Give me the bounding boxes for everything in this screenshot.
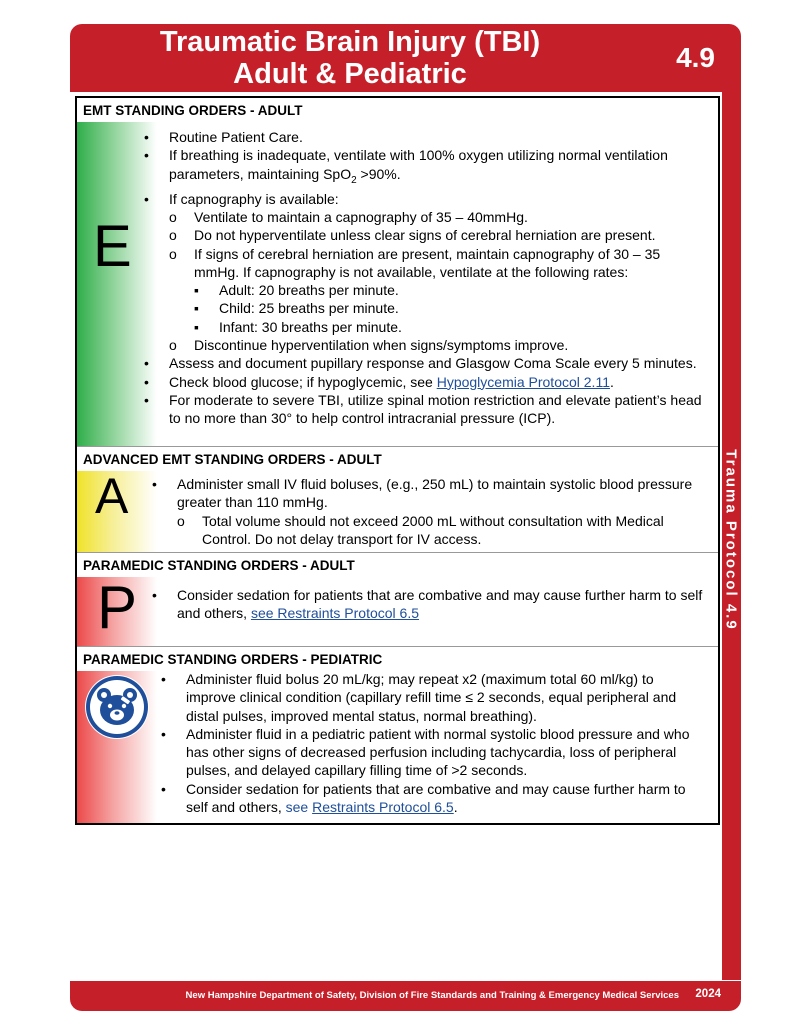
emt-letter: E — [93, 214, 132, 279]
aemt-heading: ADVANCED EMT STANDING ORDERS - ADULT — [83, 452, 382, 467]
item-text: If signs of cerebral herniation are present, maintain capnography of 30 – 35 mmHg. If capnography is not available, ventilate at the following rates: — [194, 245, 661, 280]
paramedic-heading: PARAMEDIC STANDING ORDERS - ADULT — [83, 558, 355, 573]
sub-sub-list — [194, 281, 704, 336]
sub-list — [169, 208, 704, 354]
item-text: >90%. — [356, 165, 401, 182]
page-footer — [70, 981, 741, 1011]
hypoglycemia-protocol-link[interactable]: Hypoglycemia Protocol 2.11 — [436, 373, 610, 390]
title-line-1: Traumatic Brain Injury (TBI) — [159, 26, 541, 58]
list-item — [194, 299, 704, 317]
list-item — [169, 245, 704, 336]
list-item — [144, 190, 704, 355]
item-text: Discontinue hyperventilation when signs/symptoms improve. — [194, 337, 569, 354]
list-item — [169, 336, 704, 354]
item-text: Routine Patient Care. — [169, 129, 303, 145]
item-text: If breathing is inadequate, ventilate with 100% oxygen utilizing normal ventilation parameters, maintaining SpO — [169, 147, 668, 182]
list-item — [161, 725, 706, 780]
list-item — [152, 475, 704, 548]
protocol-frame — [75, 96, 720, 825]
item-text: If capnography is available: — [169, 190, 339, 207]
pediatric-section — [77, 647, 718, 823]
list-item — [152, 586, 704, 623]
item-text: Check blood glucose; if hypoglycemic, see — [169, 373, 437, 390]
protocol-number: 4.9 — [676, 42, 715, 73]
item-text: Infant: 30 breaths per minute. — [219, 318, 402, 335]
item-text: Adult: 20 breaths per minute. — [219, 282, 399, 299]
emt-section — [77, 98, 718, 447]
sidebar-label: Trauma Protocol 4.9 — [722, 449, 740, 631]
list-item — [169, 208, 704, 226]
footer-year: 2024 — [695, 988, 721, 1000]
emt-heading: EMT STANDING ORDERS - ADULT — [83, 103, 303, 118]
sub-list — [177, 512, 704, 549]
item-text: . — [453, 799, 458, 816]
item-text: Ventilate to maintain a capnography of 35 – 40mmHg. — [194, 208, 528, 225]
item-text: Consider sedation for patients that are combative and may cause further harm to self and others, — [177, 587, 703, 622]
paramedic-list — [152, 586, 704, 623]
page-header — [70, 24, 741, 92]
list-item — [161, 780, 706, 817]
list-item — [144, 128, 704, 146]
see-text: see — [285, 799, 313, 816]
item-text: Assess and document pupillary response and Glasgow Coma Scale every 5 minutes. — [169, 355, 697, 372]
footer-org: New Hampshire Department of Safety, Division of Fire Standards and Training & Emergency Medical Services — [185, 990, 679, 1001]
list-item — [144, 373, 704, 391]
item-text: Administer small IV fluid boluses, (e.g., 250 mL) to maintain systolic blood pressure greater than 110 mmHg. — [177, 476, 693, 511]
page-title — [70, 26, 630, 90]
restraints-protocol-link[interactable]: see Restraints Protocol 6.5 — [250, 605, 420, 622]
restraints-protocol-link[interactable]: Restraints Protocol 6.5 — [312, 799, 454, 816]
list-item — [194, 318, 704, 336]
aemt-list — [152, 475, 704, 548]
list-item — [144, 146, 704, 189]
item-text: Total volume should not exceed 2000 mL without consultation with Medical Control. Do not delay transport for IV access. — [202, 512, 664, 547]
paramedic-section — [77, 553, 718, 647]
item-text: Child: 25 breaths per minute. — [219, 300, 399, 317]
item-text: Administer fluid in a pediatric patient with normal systolic blood pressure and who has other signs of decreased perfusion including tachycardia, loss of peripheral pulses, and delayed capillary filling time of >2 seconds. — [186, 725, 690, 779]
paramedic-letter: P — [97, 574, 138, 641]
list-item — [144, 354, 704, 372]
list-item — [144, 391, 704, 428]
list-item — [161, 670, 706, 725]
pediatric-heading: PARAMEDIC STANDING ORDERS - PEDIATRIC — [83, 652, 383, 667]
item-text: Do not hyperventilate unless clear signs of cerebral herniation are present. — [194, 227, 656, 244]
aemt-section — [77, 447, 718, 553]
pediatric-list — [161, 670, 706, 816]
item-text: For moderate to severe TBI, utilize spinal motion restriction and elevate patient’s head to no more than 30° to help control intracranial pressure (ICP). — [169, 391, 702, 427]
list-item — [169, 226, 704, 244]
emt-list — [144, 128, 704, 428]
title-line-2: Adult & Pediatric — [233, 58, 467, 90]
item-text: Administer fluid bolus 20 mL/kg; may repeat x2 (maximum total 60 ml/kg) to improve clinical condition (capillary refill time ≤ 2 seconds, equal peripheral and distal pulses, improved mental status, normal breathing). — [186, 671, 677, 724]
teddy-bear-icon — [85, 675, 149, 739]
aemt-letter: A — [95, 468, 129, 524]
item-text: . — [609, 373, 614, 390]
subscript: 2 — [351, 174, 357, 186]
list-item — [177, 512, 704, 549]
item-text: Consider sedation for patients that are combative and may cause further harm to self and others, — [186, 780, 686, 816]
list-item — [194, 281, 704, 299]
